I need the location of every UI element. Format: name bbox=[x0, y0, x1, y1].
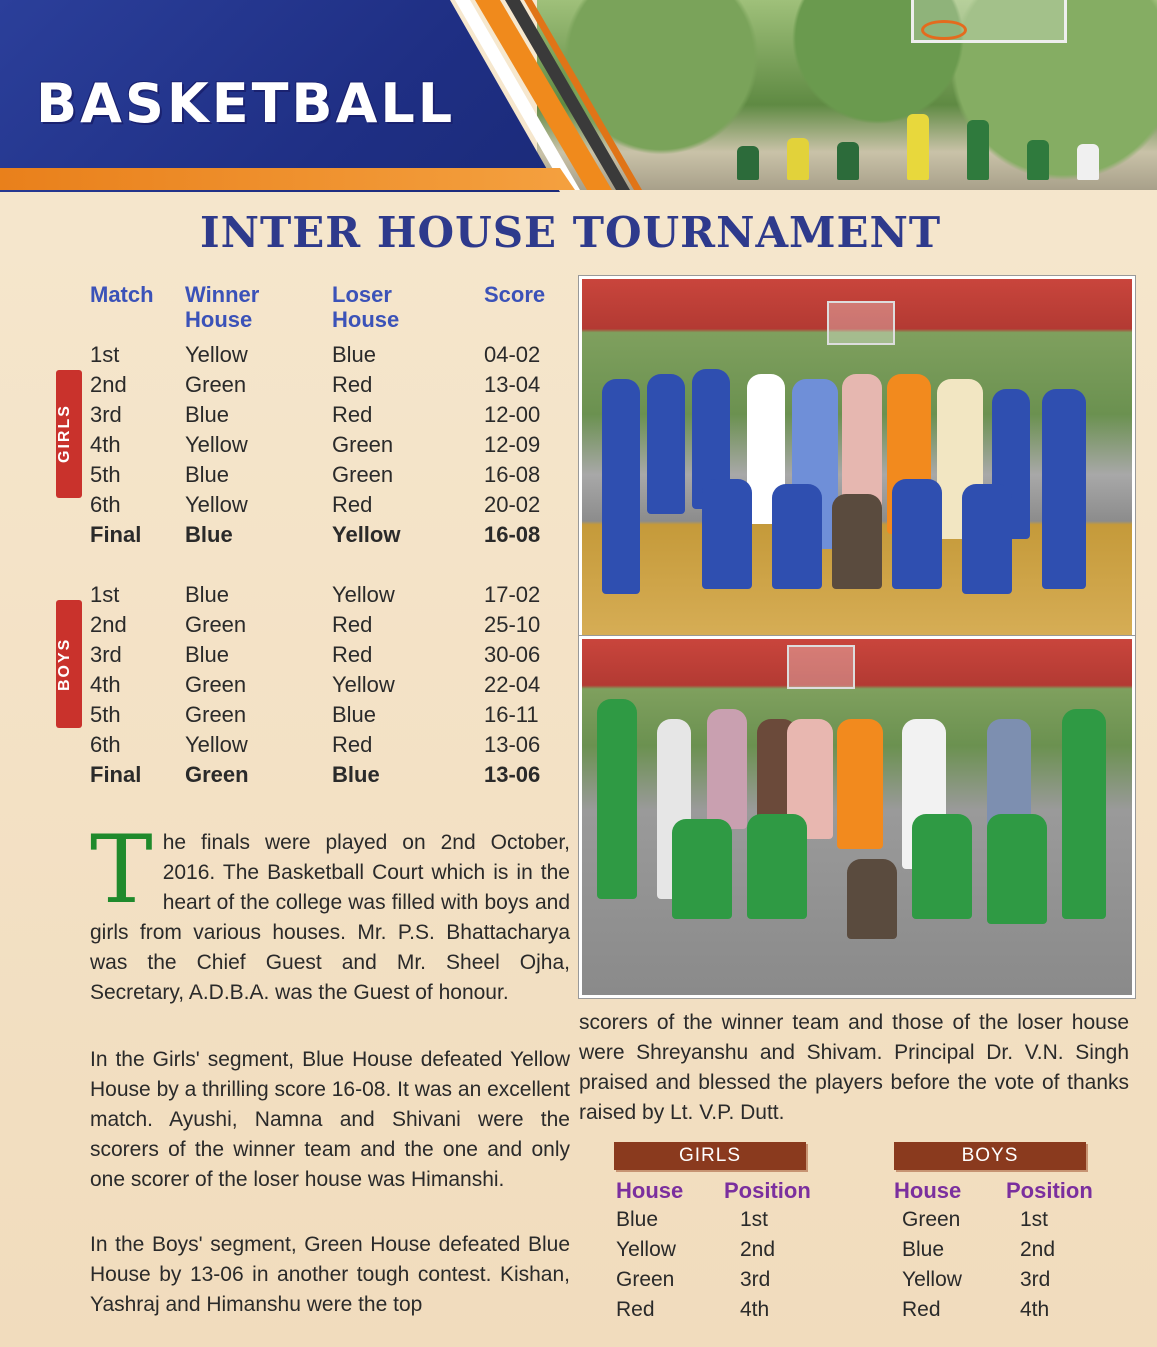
house-cell: Green bbox=[616, 1268, 675, 1291]
person-figure bbox=[772, 484, 822, 589]
loser-cell: Green bbox=[332, 432, 394, 457]
match-cell: 2nd bbox=[90, 372, 127, 397]
hoop-backboard bbox=[787, 645, 855, 689]
score-cell: 16-08 bbox=[484, 462, 541, 487]
trophy-shield bbox=[847, 859, 897, 939]
winner-cell: Green bbox=[185, 702, 247, 727]
match-cell: 1st bbox=[90, 582, 120, 607]
person-figure bbox=[702, 479, 752, 589]
player-figure bbox=[1027, 140, 1049, 180]
player-figure bbox=[1077, 144, 1099, 180]
girls-positions-title: GIRLS bbox=[614, 1142, 806, 1170]
banner-title: BASKETBALL bbox=[36, 72, 456, 135]
table-row bbox=[90, 580, 560, 610]
winner-cell: Green bbox=[185, 672, 247, 697]
score-cell: 25-10 bbox=[484, 612, 541, 637]
loser-cell: Blue bbox=[332, 762, 380, 787]
score-cell: 12-00 bbox=[484, 402, 541, 427]
player-figure bbox=[787, 138, 809, 180]
person-figure bbox=[647, 374, 685, 514]
player-figure bbox=[837, 142, 859, 180]
boys-positions-table bbox=[894, 1142, 1094, 1328]
table-row bbox=[90, 730, 560, 760]
position-cell: 3rd bbox=[740, 1268, 771, 1291]
banner-orange-base bbox=[0, 168, 620, 190]
loser-cell: Red bbox=[332, 642, 373, 667]
table-row bbox=[90, 430, 560, 460]
person-figure bbox=[892, 479, 942, 589]
winner-cell: Yellow bbox=[185, 342, 248, 367]
winner-cell: Blue bbox=[185, 522, 233, 547]
position-cell: 1st bbox=[740, 1208, 769, 1231]
header-match: Match bbox=[90, 282, 154, 307]
house-cell: Yellow bbox=[616, 1238, 676, 1261]
table-row bbox=[90, 670, 560, 700]
table-row bbox=[90, 340, 560, 370]
house-cell: Yellow bbox=[902, 1268, 962, 1291]
match-cell: 2nd bbox=[90, 612, 127, 637]
header-loser: Loser House bbox=[332, 282, 400, 332]
list-item bbox=[894, 1268, 1094, 1298]
winner-cell: Yellow bbox=[185, 492, 248, 517]
hoop-ring bbox=[921, 20, 967, 40]
article-paragraph-2: In the Girls' segment, Blue House defeated Yellow House by a thrilling score 16-08. It was an excellent match. Ayushi, Namna and Shivani were the scorers of the winner team and the one and only one scorer of the loser house was Himanshi. bbox=[90, 1048, 570, 1191]
header-position: Position bbox=[1006, 1178, 1093, 1203]
table-row bbox=[90, 640, 560, 670]
score-cell: 17-02 bbox=[484, 582, 541, 607]
loser-cell: Red bbox=[332, 492, 373, 517]
loser-cell: Red bbox=[332, 732, 373, 757]
winner-cell: Blue bbox=[185, 402, 230, 427]
player-figure bbox=[737, 146, 759, 180]
match-cell: 5th bbox=[90, 462, 121, 487]
list-item bbox=[894, 1298, 1094, 1328]
match-cell: Final bbox=[90, 522, 142, 547]
person-figure bbox=[1062, 709, 1106, 919]
position-cell: 4th bbox=[740, 1298, 770, 1321]
loser-cell: Red bbox=[332, 612, 373, 637]
article-paragraph-3: In the Boys' segment, Green House defeated Blue House by 13-06 in another tough contest. Kishan, Yashraj and Himanshu were the top bbox=[90, 1233, 570, 1316]
person-figure bbox=[987, 814, 1047, 924]
score-cell: 13-06 bbox=[484, 762, 541, 787]
girls-positions-rows bbox=[614, 1208, 814, 1328]
list-item bbox=[614, 1298, 814, 1328]
page-title: INTER HOUSE TOURNAMENT bbox=[200, 208, 942, 257]
match-cell: 3rd bbox=[90, 402, 122, 427]
player-figure bbox=[967, 120, 989, 180]
table-row bbox=[90, 520, 560, 550]
person-figure bbox=[1042, 389, 1086, 589]
article-paragraph-4: scorers of the winner team and those of the loser house were Shreyanshu and Shivam. Principal Dr. V.N. Singh praised and blessed the players before the vote of thanks raised by Lt. V.P. Dutt. bbox=[579, 1011, 1129, 1124]
hoop-backboard bbox=[827, 301, 895, 345]
person-figure bbox=[597, 699, 637, 899]
loser-cell: Red bbox=[332, 372, 373, 397]
loser-cell: Blue bbox=[332, 342, 377, 367]
house-cell: Blue bbox=[902, 1238, 945, 1261]
boys-tag: BOYS bbox=[56, 600, 82, 728]
winner-cell: Blue bbox=[185, 642, 230, 667]
loser-cell: Yellow bbox=[332, 672, 395, 697]
match-cell: Final bbox=[90, 762, 142, 787]
list-item bbox=[614, 1238, 814, 1268]
article-paragraph-1 bbox=[90, 816, 570, 1008]
girls-positions-table bbox=[614, 1142, 814, 1328]
table-row bbox=[90, 700, 560, 730]
header-winner: Winner House bbox=[185, 282, 260, 332]
score-cell: 30-06 bbox=[484, 642, 541, 667]
position-cell: 2nd bbox=[1020, 1238, 1056, 1261]
boys-results bbox=[90, 580, 560, 790]
girls-tag: GIRLS bbox=[56, 370, 82, 498]
loser-cell: Yellow bbox=[332, 582, 395, 607]
paragraph-text: he finals were played on 2nd October, 2016. The Basketball Court which is in the heart of the college was filled with boys and girls from various houses. Mr. P.S. Bhattacharya was the Chief Guest and Mr. Sheel Ojha, Secretary, A.D.B.A. was the Guest of honour. bbox=[90, 831, 570, 1004]
winner-cell: Green bbox=[185, 762, 249, 787]
house-cell: Red bbox=[616, 1298, 655, 1321]
table-row bbox=[90, 490, 560, 520]
match-results-table bbox=[90, 282, 560, 790]
list-item bbox=[614, 1208, 814, 1238]
girls-results bbox=[90, 340, 560, 550]
winner-cell: Blue bbox=[185, 462, 230, 487]
winner-cell: Yellow bbox=[185, 732, 248, 757]
person-figure bbox=[747, 814, 807, 919]
person-figure bbox=[602, 379, 640, 594]
list-item bbox=[614, 1268, 814, 1298]
match-cell: 6th bbox=[90, 732, 121, 757]
loser-cell: Green bbox=[332, 462, 394, 487]
person-figure bbox=[707, 709, 747, 829]
house-cell: Green bbox=[902, 1208, 961, 1231]
house-cell: Blue bbox=[616, 1208, 659, 1231]
position-cell: 1st bbox=[1020, 1208, 1049, 1231]
header-house: House bbox=[616, 1178, 684, 1203]
boys-positions-title: BOYS bbox=[894, 1142, 1086, 1170]
table-row bbox=[90, 760, 560, 790]
person-figure bbox=[837, 719, 883, 849]
player-figure bbox=[907, 114, 929, 180]
score-cell: 16-11 bbox=[484, 702, 539, 727]
trophy-shield bbox=[832, 494, 882, 589]
score-cell: 13-06 bbox=[484, 732, 541, 757]
positions-header bbox=[894, 1174, 1094, 1208]
score-cell: 20-02 bbox=[484, 492, 541, 517]
score-cell: 12-09 bbox=[484, 432, 541, 457]
header-position: Position bbox=[724, 1178, 811, 1203]
basketball-court-photo bbox=[537, 0, 1157, 190]
players-silhouettes bbox=[717, 110, 1117, 180]
table-header bbox=[90, 282, 560, 340]
match-cell: 6th bbox=[90, 492, 121, 517]
score-cell: 22-04 bbox=[484, 672, 541, 697]
house-cell: Red bbox=[902, 1298, 941, 1321]
header-score: Score bbox=[484, 282, 546, 307]
match-cell: 4th bbox=[90, 432, 121, 457]
match-cell: 3rd bbox=[90, 642, 122, 667]
person-figure bbox=[962, 484, 1012, 594]
list-item bbox=[894, 1208, 1094, 1238]
person-figure bbox=[672, 819, 732, 919]
person-figure bbox=[912, 814, 972, 919]
match-cell: 5th bbox=[90, 702, 121, 727]
drop-cap: T bbox=[90, 816, 153, 925]
winner-cell: Green bbox=[185, 612, 247, 637]
table-row bbox=[90, 370, 560, 400]
winner-cell: Blue bbox=[185, 582, 230, 607]
position-cell: 3rd bbox=[1020, 1268, 1051, 1291]
loser-cell: Yellow bbox=[332, 522, 401, 547]
position-cell: 4th bbox=[1020, 1298, 1050, 1321]
loser-cell: Blue bbox=[332, 702, 377, 727]
positions-header bbox=[614, 1174, 814, 1208]
winner-cell: Yellow bbox=[185, 432, 248, 457]
table-row bbox=[90, 400, 560, 430]
section-gap bbox=[90, 550, 560, 580]
score-cell: 04-02 bbox=[484, 342, 541, 367]
table-row bbox=[90, 460, 560, 490]
header-banner bbox=[0, 0, 1157, 195]
match-cell: 4th bbox=[90, 672, 121, 697]
position-cell: 2nd bbox=[740, 1238, 776, 1261]
list-item bbox=[894, 1238, 1094, 1268]
score-cell: 16-08 bbox=[484, 522, 541, 547]
girls-team-photo bbox=[579, 276, 1135, 638]
score-cell: 13-04 bbox=[484, 372, 541, 397]
loser-cell: Red bbox=[332, 402, 373, 427]
boys-positions-rows bbox=[894, 1208, 1094, 1328]
winner-cell: Green bbox=[185, 372, 247, 397]
match-cell: 1st bbox=[90, 342, 120, 367]
header-house: House bbox=[894, 1178, 962, 1203]
boys-team-photo bbox=[579, 636, 1135, 998]
table-row bbox=[90, 610, 560, 640]
